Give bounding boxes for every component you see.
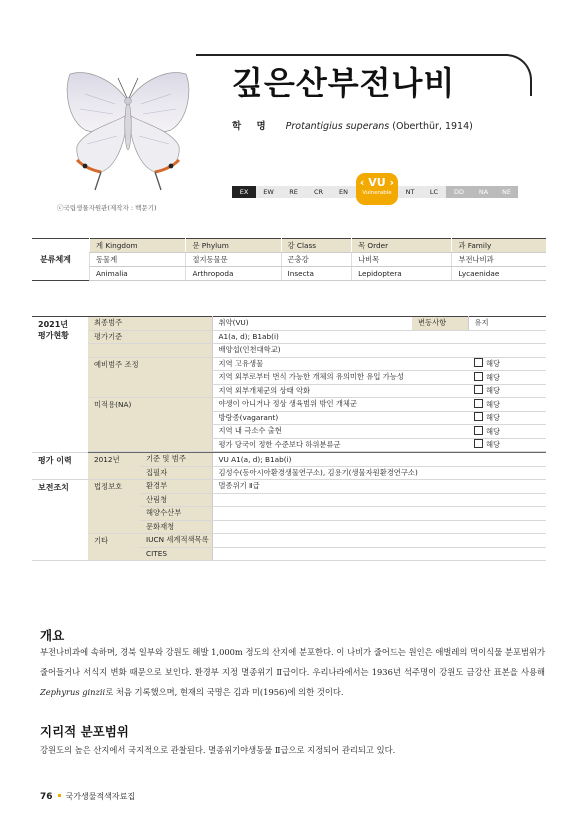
family-header: 과 Family (452, 239, 546, 253)
assessor: 배양섭(인천대학교) (212, 344, 546, 358)
checkbox[interactable] (474, 439, 483, 448)
status-vu-label: Vulnerable (362, 190, 392, 196)
other-name: IUCN 세계적색목록 (140, 534, 212, 548)
history-author-value: 김성수(동아시아환경생물연구소), 김용기(생물자원환경연구소) (212, 466, 546, 480)
red-list-status-scale (232, 176, 518, 198)
evaluation-heading (32, 317, 88, 453)
check-cell[interactable]: 해당 (468, 438, 546, 452)
order-header: 목 Order (352, 239, 452, 253)
family-en: Lycaenidae (452, 267, 546, 281)
status-lc: LC (422, 186, 446, 198)
na-item: 야생이 아니거나 정상 생육범위 밖인 개체군 (212, 398, 468, 412)
preliminary-item: 지역 고유생물 (212, 357, 468, 371)
checkbox[interactable] (474, 385, 483, 394)
check-cell[interactable]: 해당 (468, 398, 546, 412)
agency-name: 산림청 (140, 493, 212, 507)
check-cell[interactable]: 해당 (468, 371, 546, 385)
na-item: 방랑종(vagarant) (212, 411, 468, 425)
check-cell[interactable]: 해당 (468, 425, 546, 439)
checkbox[interactable] (474, 372, 483, 381)
status-ex: EX (232, 186, 256, 198)
family-ko: 부전나비과 (452, 253, 546, 267)
kingdom-ko: 동물계 (90, 253, 186, 267)
phylum-header: 문 Phylum (186, 239, 281, 253)
check-cell[interactable]: 해당 (468, 411, 546, 425)
photo-credit: ⓒ국립생물자원관(제작자 : 백문기) (57, 204, 157, 212)
agency-name: 환경부 (140, 480, 212, 494)
change-label: 변동사항 (412, 317, 468, 331)
other-value (212, 547, 546, 561)
status-re: RE (281, 186, 306, 198)
na-label: 미적용(NA) (88, 398, 212, 452)
status-vu-current (356, 176, 398, 198)
preliminary-item: 지역 외부로부터 번식 가능한 개체의 유의미한 유입 가능성 (212, 371, 468, 385)
checkbox[interactable] (474, 426, 483, 435)
status-en: EN (331, 186, 356, 198)
checkbox[interactable] (474, 412, 483, 421)
kingdom-header: 계 Kingdom (90, 239, 186, 253)
status-ne: NE (495, 186, 518, 198)
final-category-label: 최종범주 (88, 317, 212, 331)
status-dd: DD (446, 186, 472, 198)
page-footer (40, 791, 135, 802)
scientific-author: (Oberthür, 1914) (392, 121, 473, 132)
evaluation-year: 2021년 (38, 320, 68, 329)
change-value: 유지 (468, 317, 546, 331)
preliminary-item: 지역 외부개체군의 상태 악화 (212, 384, 468, 398)
page-number: 76 (40, 792, 53, 802)
status-na: NA (472, 186, 495, 198)
status-vu-code: ‹ VU › (359, 176, 395, 189)
checkbox[interactable] (474, 358, 483, 367)
class-en: Insecta (281, 267, 352, 281)
legal-protection-label: 법정보호 (88, 480, 140, 534)
order-ko: 나비목 (352, 253, 452, 267)
agency-value (212, 520, 546, 534)
order-en: Lepidoptera (352, 267, 452, 281)
evaluation-table (32, 316, 546, 561)
other-value (212, 534, 546, 548)
status-cr: CR (306, 186, 331, 198)
footer-dot (58, 794, 61, 797)
scientific-name-line (232, 118, 473, 132)
kingdom-en: Animalia (90, 267, 186, 281)
history-year: 2012년 (88, 453, 140, 480)
agency-value (212, 507, 546, 521)
butterfly-image (55, 64, 201, 196)
na-item: 평가 당국이 정한 수준보다 하위분류군 (212, 438, 468, 452)
class-ko: 곤충강 (281, 253, 352, 267)
history-criteria-label: 기준 및 범주 (140, 453, 212, 467)
check-cell[interactable]: 해당 (468, 357, 546, 371)
overview-text: 부전나비과에 속하며, 경북 일부와 강원도 해발 1,000m 정도의 산지에 분포한다. 이 나비가 줄어드는 원인은 애벌레의 먹이식물 분포범위가 줄어들거나 서식지 변화 때문으로 보인다. 환경부 지정 멸종위기 Ⅱ급이다. 우리나라에서는 1936년 석주명이 강원도 금강산 표본을 사용해 Zephyrus ginzii로 처음 기록했으며, 현재의 국명은 김과 미(1956)에 의한 것이다. (40, 647, 545, 697)
other-label: 기타 (88, 534, 140, 561)
overview-heading: 개요 (40, 628, 65, 643)
species-title: 깊은산부전나비 (232, 64, 456, 102)
final-category-value: 취약(VU) (212, 317, 412, 331)
na-item: 지역 내 극소수 출현 (212, 425, 468, 439)
taxonomy-table (32, 238, 546, 281)
taxonomy-heading: 분류체계 (40, 255, 71, 264)
criteria-label: 평가기준 (88, 330, 212, 344)
criteria-value: A1(a, d); B1ab(i) (212, 330, 546, 344)
other-name: CITES (140, 547, 212, 561)
phylum-en: Arthropoda (186, 267, 281, 281)
history-author-label: 집필자 (140, 466, 212, 480)
book-title: 국가생물적색자료집 (65, 792, 136, 801)
evaluation-title: 평가현황 (38, 331, 69, 340)
agency-name: 해양수산부 (140, 507, 212, 521)
checkbox[interactable] (474, 399, 483, 408)
check-cell[interactable]: 해당 (468, 384, 546, 398)
distribution-text: 강원도의 높은 산지에서 국지적으로 관찰된다. 멸종위기야생동물 Ⅱ급으로 지정되어 관리되고 있다. (40, 745, 396, 755)
agency-name: 문화재청 (140, 520, 212, 534)
agency-value (212, 493, 546, 507)
status-ew: EW (256, 186, 281, 198)
phylum-ko: 절지동물문 (186, 253, 281, 267)
conservation-heading: 보전조치 (32, 480, 88, 561)
history-criteria-value: VU A1(a, d); B1ab(i) (212, 453, 546, 467)
distribution-heading: 지리적 분포범위 (40, 724, 129, 739)
scientific-name-label: 학 명 (232, 121, 272, 132)
scientific-name: Protantigius superans (285, 121, 390, 132)
history-heading: 평가 이력 (32, 453, 88, 480)
agency-value: 멸종위기 Ⅱ급 (212, 480, 546, 494)
class-header: 강 Class (281, 239, 352, 253)
status-nt: NT (398, 186, 422, 198)
preliminary-label: 예비범주 조정 (88, 357, 212, 398)
